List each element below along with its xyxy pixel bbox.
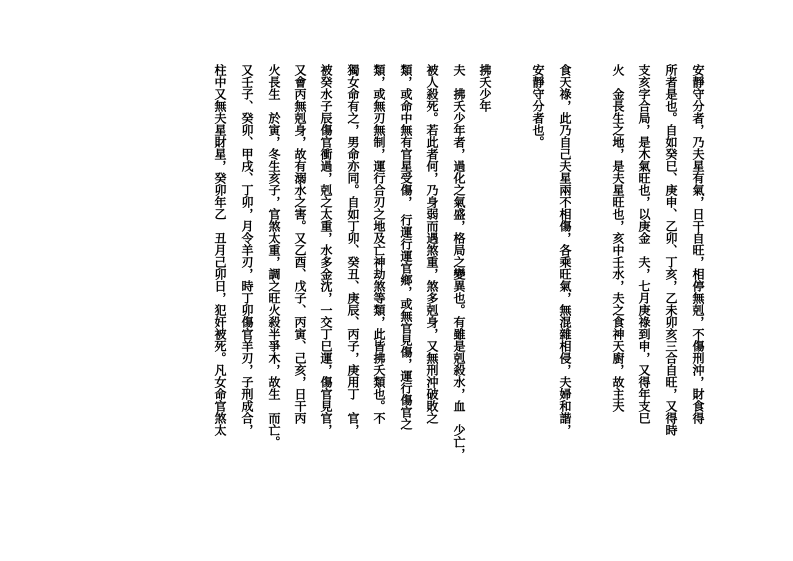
text-column-10: 類，或命中無有官星受傷， 行運行運官鄉，或無官見傷，運行傷官之 xyxy=(399,64,413,430)
text-column-5: 食天祿，此乃自己夫星兩不相傷，各乘旺氣，無混雜相侵，夫婦和諧， xyxy=(558,64,572,436)
text-column-14: 又會丙無剋身，故有溺水之害。又乙酉、戊子、丙寅、己亥，日干丙 xyxy=(293,64,307,424)
heading-text: 拂夭少年 xyxy=(478,64,492,112)
text-column-17: 柱中又無夫星財星，癸卯年乙 丑月己卯日，犯奸被死。凡女命官煞太 xyxy=(213,64,227,436)
text-column-8: 夫 拂夭少年者，過化之氣盛，格局之變異也。有雖是剋殺水，血 少亡， xyxy=(452,64,466,460)
text-column-9: 被人殺死。若此者何，乃身弱而遇煞重，煞多剋身，又無刑沖破敗之 xyxy=(425,64,439,424)
text-column-15: 火長生 於寅，冬生亥子，官煞太重，調之旺火殺半爭木，故生 而亡。 xyxy=(267,64,281,448)
text-column-12: 獨女命有之，男命亦同。自如丁卯、癸丑、庚辰、丙子，庚用丁 官， xyxy=(346,64,360,436)
text-column-11: 類，或無刃無制，運行合刃之地及亡神劫煞等類，此皆拂夭類也。不 xyxy=(372,64,386,424)
text-column-2: 所者是也。自如癸巳、庚申、乙卯、丁亥，乙未卯亥三合自旺，又得時 xyxy=(664,64,678,436)
text-column-3: 支亥字合局，是木氣旺也，以庚金 夫，七月庚祿到申，又得年支巳 xyxy=(637,64,651,424)
text-column-16: 又壬子、癸卯、甲戌、丁卯，月令羊刃，時丁卯傷官羊刃，子刑成合， xyxy=(240,64,254,436)
text-column-13: 被癸水子辰傷官衝過，剋之太重，水多金沈，一交丁巳運，傷官見官， xyxy=(319,64,333,436)
text-column-1: 安靜守分者，乃夫星有氣，日干自旺，相停無剋，不傷刑沖，財食得 xyxy=(691,64,705,424)
text-column-4: 火 金長生之地，是夫星旺也，亥中壬水，夫之食神天廚，故主夫 xyxy=(611,64,625,412)
text-column-6: 安靜守分者也。 xyxy=(531,64,545,148)
